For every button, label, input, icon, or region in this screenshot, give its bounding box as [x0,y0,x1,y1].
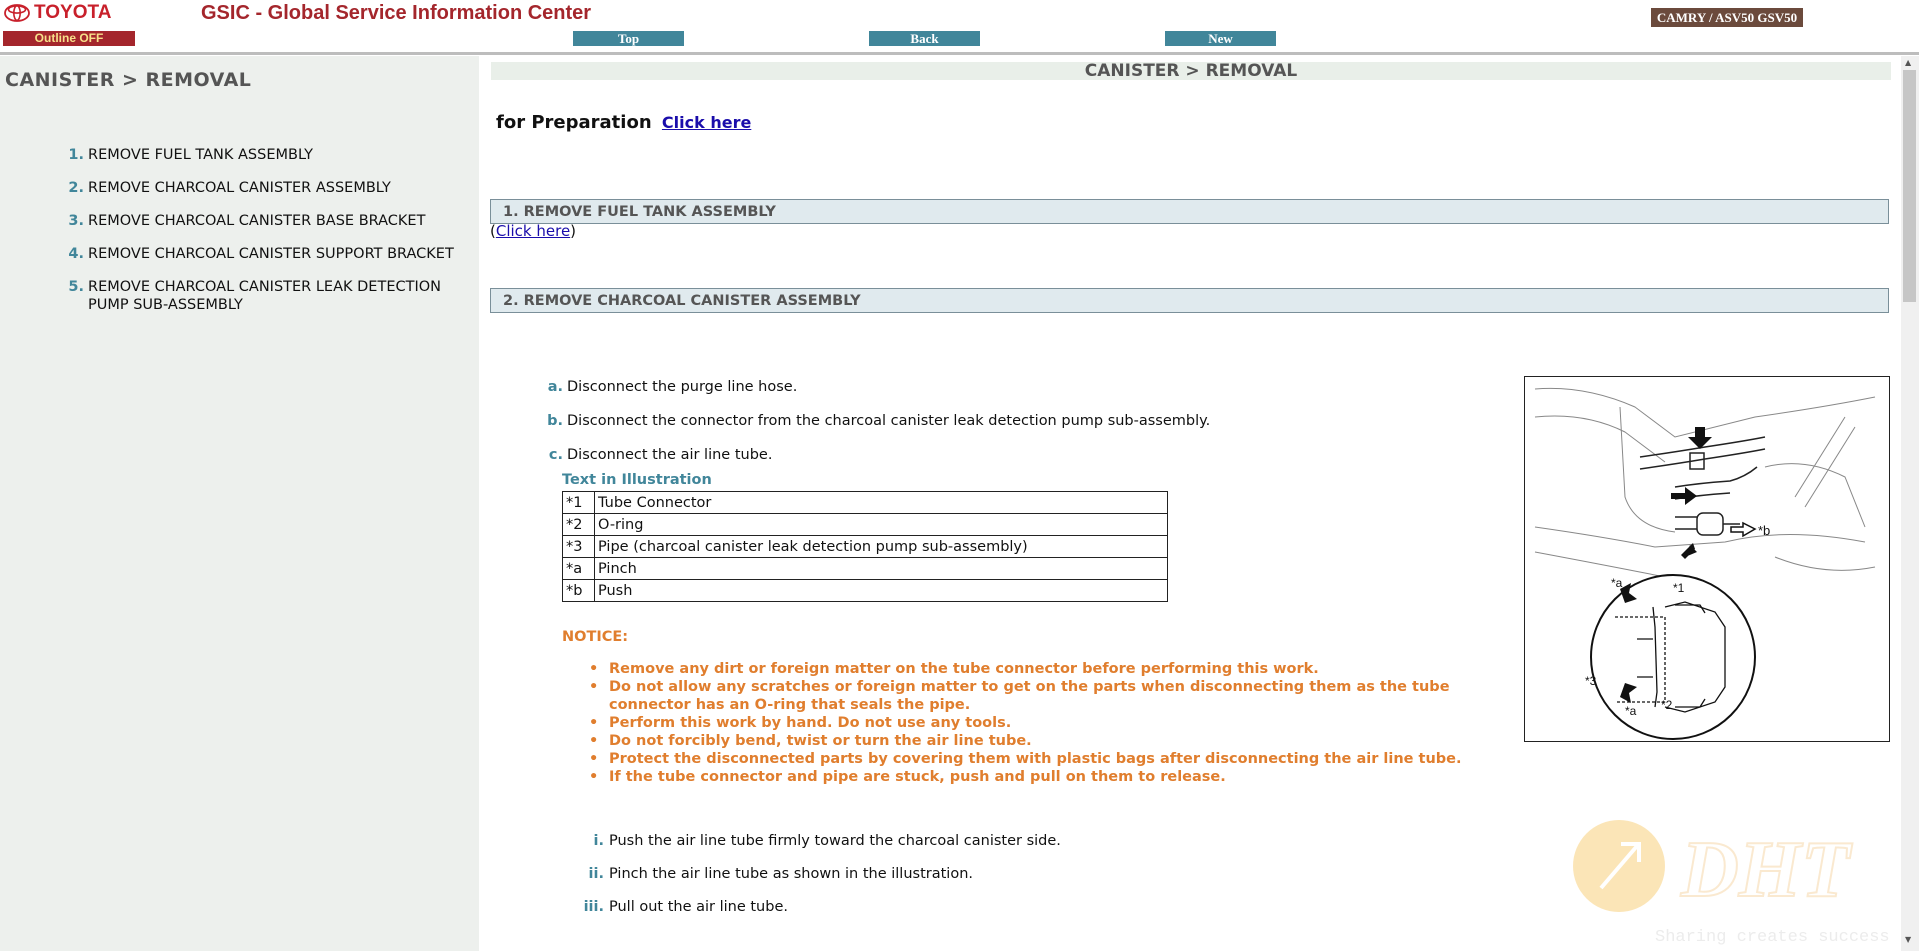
brand-name: TOYOTA [34,2,112,23]
substep-label: iii. [583,899,604,915]
sidebar-item-remove-charcoal-canister[interactable] [60,179,470,197]
outline-sidebar [0,56,479,951]
step-number: 5. [68,279,84,295]
label-a-bottom: *a [1625,704,1637,718]
sidebar-steps-list [60,146,470,329]
bullet-icon: • [589,679,599,695]
substep-iii [574,899,788,915]
step-a [541,379,797,395]
table-cell-code: *3 [563,536,595,558]
app-title: GSIC - Global Service Information Center [201,2,592,24]
scrollbar-thumb[interactable] [1903,70,1916,302]
bullet-icon: • [589,661,599,677]
top-button[interactable]: Top [573,31,684,46]
table-row [563,492,1168,514]
step-number: 3. [68,213,84,229]
table-row [563,558,1168,580]
notice-title: NOTICE: [562,629,629,645]
step-text: Disconnect the purge line hose. [567,379,798,395]
toyota-emblem-icon [4,4,30,22]
table-cell-code: *a [563,558,595,580]
preparation-line [496,112,751,133]
substep-label: ii. [588,866,604,882]
dht-watermark [1571,796,1901,947]
sidebar-item-remove-support-bracket[interactable] [60,245,470,263]
main-content [479,56,1899,951]
sidebar-item-label: REMOVE CHARCOAL CANISTER BASE BRACKET [88,213,426,229]
step-number: 2. [68,180,84,196]
sidebar-title: CANISTER > REMOVAL [5,69,252,91]
sidebar-item-label: REMOVE CHARCOAL CANISTER ASSEMBLY [88,180,391,196]
notice-text: Remove any dirt or foreign matter on the tube connector before performing this work. [609,661,1319,677]
table-cell-code: *b [563,580,595,602]
bullet-icon: • [589,751,599,767]
step-label: a. [547,379,563,395]
table-row [563,514,1168,536]
step-c [541,447,772,463]
table-cell-code: *1 [563,492,595,514]
sidebar-item-remove-leak-detection-pump[interactable] [60,278,470,314]
bullet-icon: • [589,715,599,731]
substep-ii [574,866,973,882]
vertical-scrollbar[interactable] [1901,56,1919,951]
label-1: *1 [1673,581,1685,595]
table-cell-text: O-ring [595,514,1168,536]
air-line-tube-illustration[interactable] [1524,376,1890,742]
text-in-illustration-table [562,491,1168,602]
step-label: c. [548,447,563,463]
label-b: *b [1758,523,1771,538]
section-1-link-wrap: (Click here) [490,222,577,240]
new-button[interactable]: New [1165,31,1276,46]
watermark-brand: DHT [1681,826,1850,914]
step-number: 4. [68,246,84,262]
back-button[interactable]: Back [869,31,980,46]
top-header [0,0,1919,56]
table-cell-code: *2 [563,514,595,536]
page-title: CANISTER > REMOVAL [491,62,1891,80]
label-2: *2 [1661,698,1673,712]
header-divider [0,52,1919,55]
outline-toggle-button[interactable]: Outline OFF [3,31,135,46]
table-cell-text: Pipe (charcoal canister leak detection pump sub-assembly) [595,536,1168,558]
label-3: *3 [1585,674,1597,688]
step-text: Disconnect the air line tube. [567,447,773,463]
notice-text: If the tube connector and pipe are stuck, push and pull on them to release. [609,769,1226,785]
substep-i [574,833,1061,849]
table-cell-text: Pinch [595,558,1168,580]
step-number: 1. [68,147,84,163]
sidebar-item-remove-fuel-tank[interactable] [60,146,470,164]
notice-text: Protect the disconnected parts by covering them with plastic bags after disconnecting the air line tube. [609,751,1462,767]
text-in-illustration-title: Text in Illustration [562,472,712,488]
substep-label: i. [593,833,604,849]
toyota-logo[interactable] [4,2,111,24]
table-row [563,536,1168,558]
section-1-click-here-link[interactable]: Click here [495,222,571,240]
watermark-tagline: Sharing creates success [1655,928,1890,947]
notice-item [589,768,1469,786]
notice-item [589,732,1469,750]
step-label: b. [547,413,563,429]
substep-text: Pull out the air line tube. [609,899,788,915]
table-row [563,580,1168,602]
model-badge: CAMRY / ASV50 GSV50 [1651,8,1803,27]
notice-list [589,660,1469,786]
substep-text: Push the air line tube firmly toward the charcoal canister side. [609,833,1061,849]
watermark-logo-icon [1571,796,1901,926]
bullet-icon: • [589,769,599,785]
notice-text: Do not allow any scratches or foreign matter to get on the parts when disconnecting them as the tube connector has an O-ring that seals the pipe. [609,679,1450,713]
table-cell-text: Push [595,580,1168,602]
scroll-up-arrow-icon[interactable]: ▲ [1905,58,1912,67]
preparation-link[interactable]: Click here [661,113,752,132]
illustration-drawing [1525,377,1889,741]
bullet-icon: • [589,733,599,749]
step-b [541,413,1210,429]
scroll-down-arrow-icon[interactable]: ▼ [1905,935,1912,944]
section-1-header: 1. REMOVE FUEL TANK ASSEMBLY [490,199,1889,224]
sidebar-item-label: REMOVE CHARCOAL CANISTER SUPPORT BRACKET [88,246,454,262]
label-a-top: *a [1611,576,1623,590]
notice-item [589,678,1469,714]
step-text: Disconnect the connector from the charcoal canister leak detection pump sub-assembly. [567,413,1211,429]
preparation-text: for Preparation [496,112,652,133]
notice-item [589,750,1469,768]
table-cell-text: Tube Connector [595,492,1168,514]
section-2-header: 2. REMOVE CHARCOAL CANISTER ASSEMBLY [490,288,1889,313]
notice-item [589,714,1469,732]
notice-text: Do not forcibly bend, twist or turn the air line tube. [609,733,1032,749]
substep-text: Pinch the air line tube as shown in the illustration. [609,866,973,882]
sidebar-item-label: REMOVE CHARCOAL CANISTER LEAK DETECTION PUMP SUB-ASSEMBLY [88,279,441,313]
sidebar-item-remove-base-bracket[interactable] [60,212,470,230]
notice-item [589,660,1469,678]
notice-text: Perform this work by hand. Do not use any tools. [609,715,1012,731]
sidebar-item-label: REMOVE FUEL TANK ASSEMBLY [88,147,313,163]
